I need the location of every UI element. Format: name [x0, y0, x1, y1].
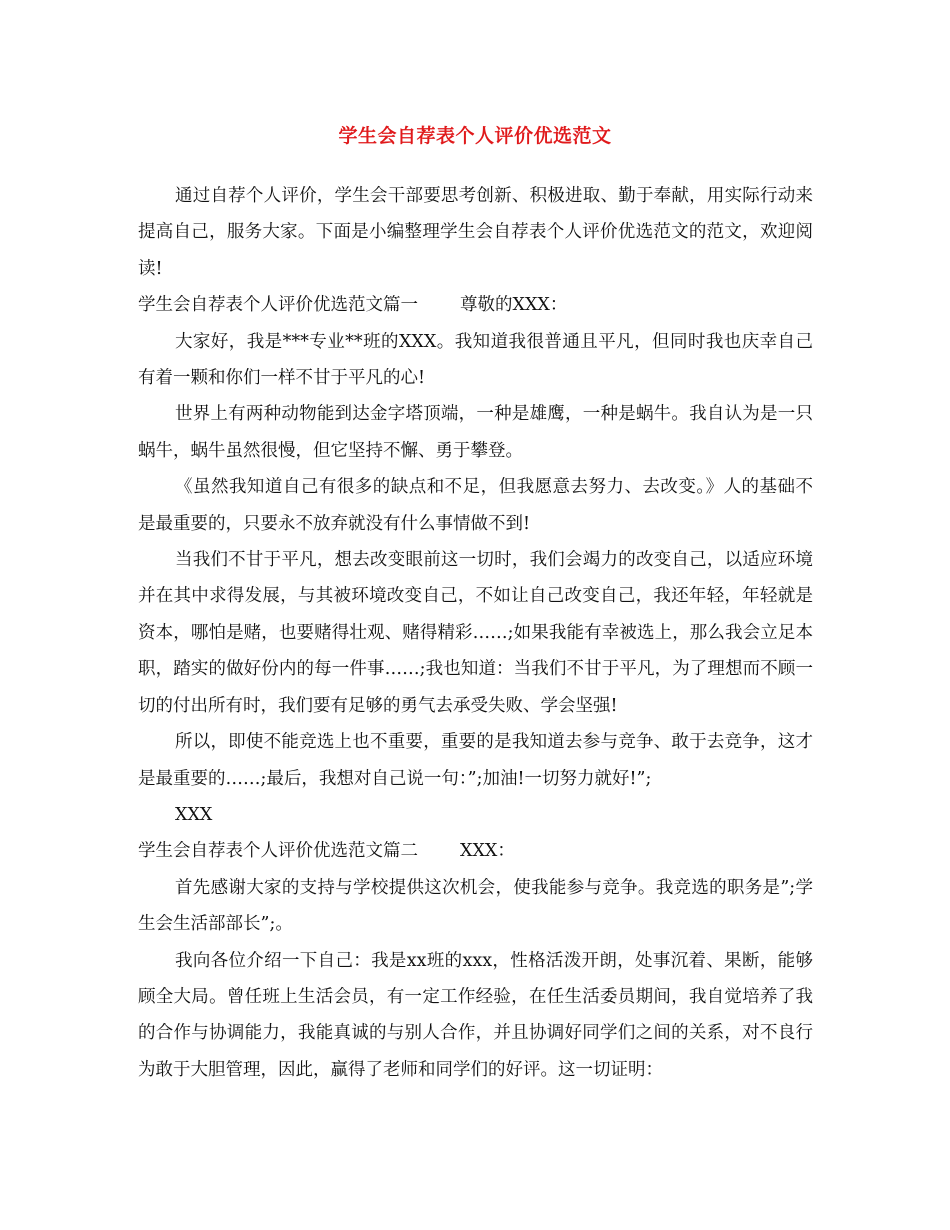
section-2-paragraph: 首先感谢大家的支持与学校提供这次机会，使我能参与竞争。我竞选的职务是”;学生会生活部部长”;。 [138, 877, 813, 935]
section-1-heading: 学生会自荐表个人评价优选范文篇一 [138, 295, 418, 316]
intro-paragraph: 通过自荐个人评价，学生会干部要思考创新、积极进取、勤于奉献，用实际行动来提高自己，服务大家。下面是小编整理学生会自荐表个人评价优选范文的范文，欢迎阅读! [138, 186, 813, 279]
section-1-paragraph: 世界上有两种动物能到达金字塔顶端，一种是雄鹰，一种是蜗牛。我自认为是一只蜗牛，蜗牛虽然很慢，但它坚持不懈、勇于攀登。 [138, 404, 813, 461]
document-title: 学生会自荐表个人评价优选范文 [338, 125, 612, 147]
section-1-salutation: 尊敬的XXX： [460, 295, 568, 316]
document-body [138, 178, 813, 1088]
section-1-heading-line [138, 287, 813, 323]
section-1-paragraph: 当我们不甘于平凡，想去改变眼前这一切时，我们会竭力的改变自己，以适应环境并在其中求得发展，与其被环境改变自己，不如让自己改变自己，我还年轻，年轻就是资本，哪怕是赌，也要赌得壮观、赌得精彩……;如果我能有幸被选上，那么我会立足本职，踏实的做好份内的每一件事……;我也知道：当我们不甘于平凡，为了理想而不顾一切的付出所有时，我们要有足够的勇气去承受失败、学会坚强! [138, 550, 813, 716]
section-1-paragraph: 大家好，我是***专业**班的XXX。我知道我很普通且平凡，但同时我也庆幸自己有着一颗和你们一样不甘于平凡的心! [138, 331, 813, 389]
section-2-salutation: XXX： [460, 841, 515, 862]
section-2-paragraph: 我向各位介绍一下自己：我是xx班的xxx，性格活泼开朗，处事沉着、果断，能够顾全大局。曾任班上生活会员，有一定工作经验，在任生活委员期间，我自觉培养了我的合作与协调能力，我能真诚的与别人合作，并且协调好同学们之间的关系，对不良行为敢于大胆管理，因此，赢得了老师和同学们的好评。这一切证明： [138, 950, 813, 1080]
section-2-heading-line [138, 833, 813, 869]
section-2-heading: 学生会自荐表个人评价优选范文篇二 [138, 841, 418, 862]
section-1-paragraph: 《虽然我知道自己有很多的缺点和不足，但我愿意去努力、去改变。》人的基础不是最重要的，只要永不放弃就没有什么事情做不到! [138, 477, 813, 534]
section-1-signature: XXX [175, 804, 213, 825]
section-1-paragraph: 所以，即使不能竞选上也不重要，重要的是我知道去参与竞争、敢于去竞争，这才是最重要的……;最后，我想对自己说一句：”;加油!一切努力就好!”; [138, 732, 813, 789]
